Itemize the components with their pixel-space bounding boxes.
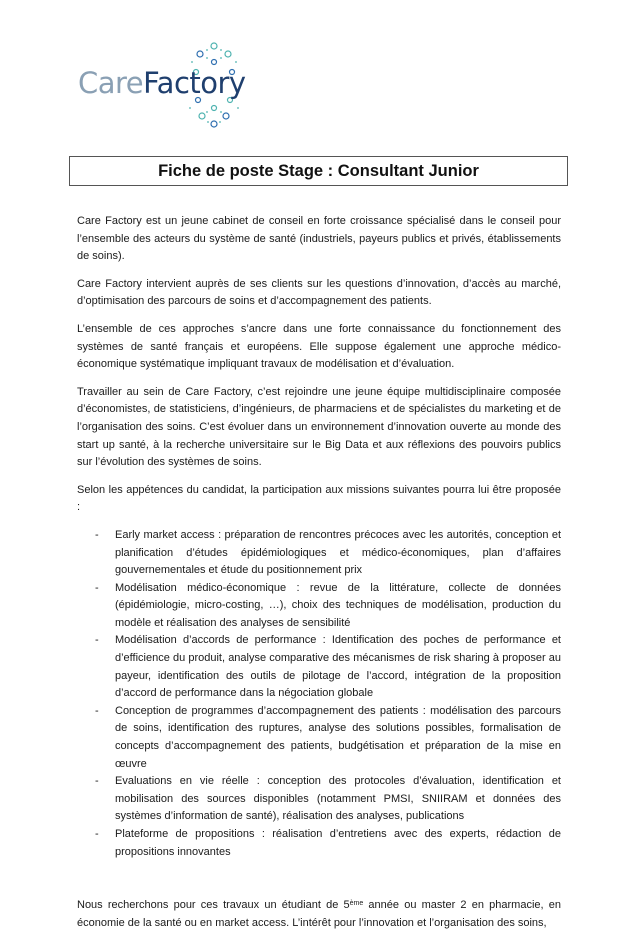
list-item	[77, 703, 561, 773]
bullet-dash: -	[95, 704, 99, 717]
care-factory-logo	[78, 38, 258, 130]
list-item	[77, 773, 561, 826]
list-item	[77, 527, 561, 580]
paragraph-profile	[77, 897, 561, 932]
document-body	[77, 213, 561, 932]
paragraph-services: Care Factory intervient auprès de ses clients sur les questions d’innovation, d’accès au marché, d’optimisation des parcours de soins et d’accompagnement des patients.	[77, 277, 561, 308]
list-item-text: Modélisation d’accords de performance : Identification des poches de performance et d’efficience du produit, analyse comparative des mécanismes de risk sharing à proposer au payeur, identification des outils de pilotage de l’accord, intégration de la proposition d’accord de performance dans la négociation globale	[115, 634, 561, 700]
list-item-text: Plateforme de propositions : réalisation d’entretiens avec des experts, rédaction de propositions innovantes	[115, 828, 561, 858]
list-item	[77, 632, 561, 702]
list-item-text: Early market access : préparation de rencontres précoces avec les autorités, conception et planification d’études épidémiologiques et médico-économiques, plan d’affaires gouvernementales et étude du positionnement prix	[115, 528, 561, 577]
logo-wordmark	[78, 66, 246, 100]
paragraph-team: Travailler au sein de Care Factory, c’est rejoindre une jeune équipe multidisciplinaire composée d’économistes, de statisticiens, d’ingénieurs, de pharmaciens et de spécialistes du marketing et de l’organisation des soins. C’est évoluer dans un environnement d’innovation ouverte au monde des start up santé, à la recherche universitaire sur le Big Data et aux réflexions des pouvoirs publics sur l’évolution des systèmes de soins.	[77, 385, 561, 469]
bullet-dash: -	[95, 634, 99, 647]
list-item	[77, 826, 561, 861]
profile-text-start: Nous recherchons pour ces travaux un étudiant de 5	[77, 899, 350, 912]
logo-word-care: Care	[78, 66, 144, 100]
bullet-dash: -	[95, 775, 99, 788]
paragraph-missions-intro: Selon les appétences du candidat, la participation aux missions suivantes pourra lui être proposée :	[77, 483, 561, 514]
bullet-dash: -	[95, 581, 99, 594]
bullet-dash: -	[95, 828, 99, 840]
paragraph-intro: Care Factory est un jeune cabinet de conseil en forte croissance spécialisé dans le conseil pour l’ensemble des acteurs du système de santé (industriels, payeurs publics et privés, établissements de soins).	[77, 215, 561, 263]
page-title: Fiche de poste Stage : Consultant Junior	[69, 156, 568, 186]
logo-word-factory: Factory	[143, 66, 246, 100]
profile-text-end: année ou master 2 en pharmacie, en économie de la santé ou en market access. L’intérêt pour l’innovation et l’organisation des soins,	[77, 899, 561, 929]
bullet-dash: -	[95, 528, 99, 541]
list-item-text: Conception de programmes d’accompagnement des patients : modélisation des parcours de soins, identification des ruptures, analyse des solutions possibles, formalisation de concepts d’accompagnement des patients, budgétisation et préparation de la mise en œuvre	[115, 704, 561, 770]
list-item	[77, 580, 561, 633]
profile-superscript: ème	[349, 900, 364, 908]
missions-list	[77, 527, 561, 861]
list-item-text: Evaluations en vie réelle : conception des protocoles d’évaluation, identification et mobilisation des sources disponibles (notamment PMSI, SNIIRAM et données des systèmes d’information de santé), réalisation des analyses, publications	[115, 775, 561, 823]
paragraph-approach: L’ensemble de ces approches s’ancre dans une forte connaissance du fonctionnement des systèmes de santé français et européens. Elle suppose également une approche médico-économique systématique impliquant travaux de modélisation et d’évaluation.	[77, 322, 561, 371]
list-item-text: Modélisation médico-économique : revue de la littérature, collecte de données (épidémiologie, micro-costing, …), choix des techniques de modélisation, production du modèle et réalisation des analyses de sensibilité	[115, 581, 561, 629]
